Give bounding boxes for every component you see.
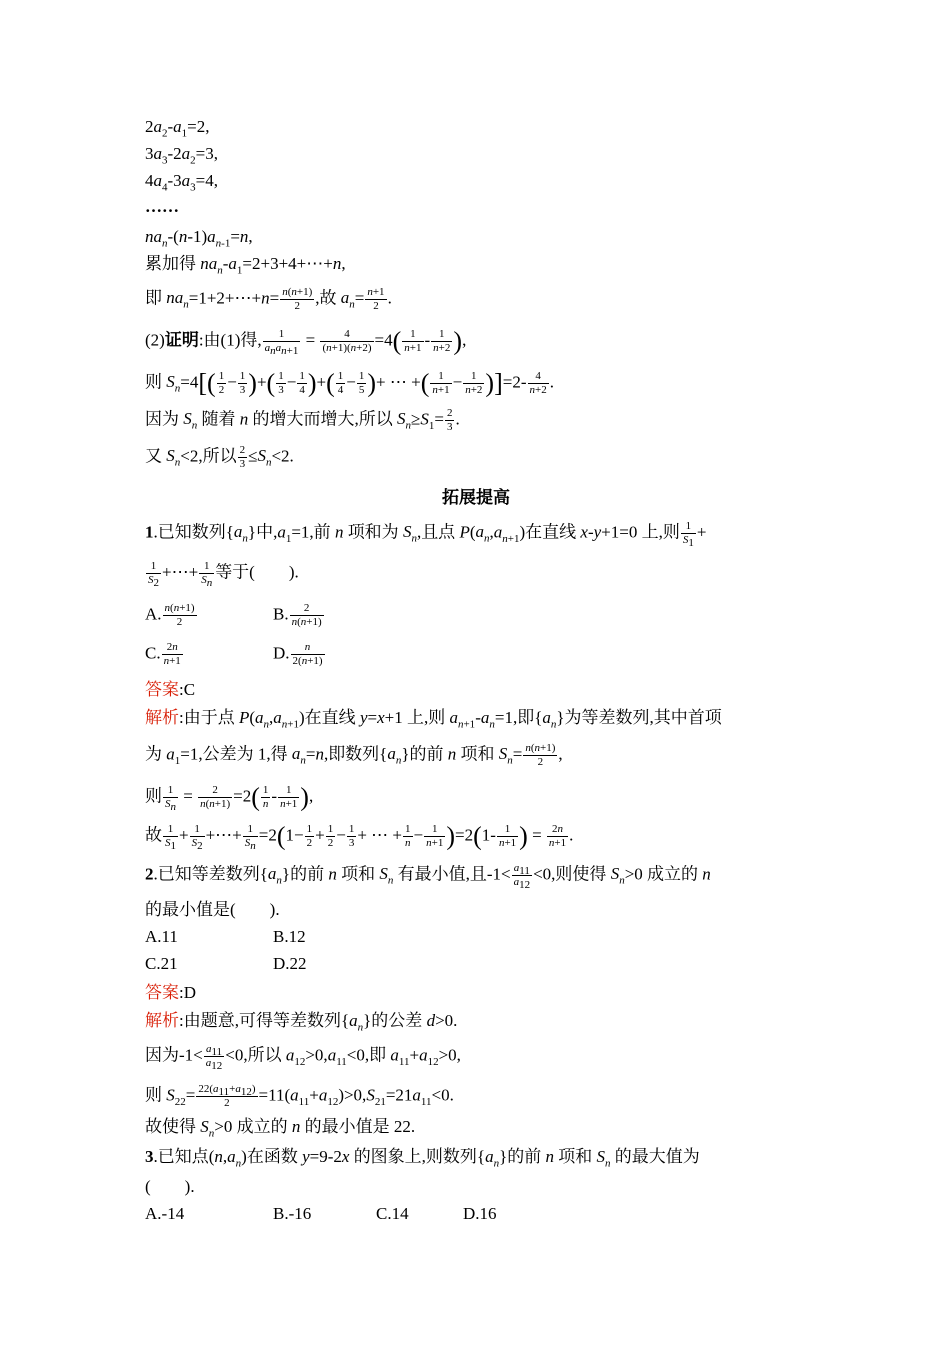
solution-line: $4a_4-3a_3=4$, [145, 171, 219, 194]
analysis-line: 因为-1< $\frac{a_{11}}{a_{12}}$ <0,所以 $a_{12}>0,a_{11}<0$,即 $a_{11}+a_{12}>0$, [145, 1043, 461, 1073]
section-title: 拓展提高 [442, 488, 510, 508]
solution-line: 累加得 $na_n-a_1=2+3+4+\cdots+n$, [145, 254, 346, 277]
option-b: B.12 [273, 927, 306, 946]
question-2-stem: 的最小值是( ). [145, 900, 280, 919]
option-d: D.22 [273, 954, 307, 973]
analysis-line: 故 $\frac{1}{S_1}$ + $\frac{1}{S_2}$ +⋯+ $\frac{1}{S_n}$ =2(1− $\frac{1}{2}$ + $\frac{1}{2}$ − $\frac{1}{3}$ + ⋯ + $\frac{1}{n}$ − $\frac{1}{n+1}$ )=2(1- $\frac{1}{n+1}$ ) = $\frac{2n}{n+1}$ . [145, 821, 574, 853]
solution-line: $na_n-(n-1)a_{n-1}=n$, [145, 227, 253, 250]
proof-line: 又 $S_n<2$,所以 $\frac{2}{3}$ $\le S_n<2$. [145, 444, 294, 470]
analysis-line: 解析:由题意,可得等差数列$\{a_n\}$的公差 d>0. [145, 1011, 458, 1034]
solution-line: $2a_2-a_1=2$, [145, 117, 210, 140]
question-3-stem: ( ). [145, 1177, 195, 1196]
option-b: B. $\frac{2}{n(n+1)}$ [273, 602, 322, 628]
proof-line: 则 $S_n=4$[( $\frac{1}{2}$ − $\frac{1}{3}$ )+( $\frac{1}{3}$ − $\frac{1}{4}$ )+( $\frac{1}{4}$ − $\frac{1}{5}$ )+ ⋯ +( $\frac{1}{n+1}$ − $\frac{1}{n+2}$ )]=2- $\frac{4}{n+2}$ . [145, 368, 554, 398]
option-a: A.11 [145, 927, 178, 946]
question-3-stem: 3.已知点$(n,a_n)$在函数 y=9-2x 的图象上,则数列$\{a_n\}$的前 n 项和 $S_n$ 的最大值为 [145, 1147, 700, 1170]
answer-line: 答案:C [145, 680, 196, 700]
analysis-line: 则 $S_{22}=$ $\frac{22(a_{11}+a_{12})}{2}$ $=11(a_{11}+a_{12})>0,S_{21}=21a_{11}<0$. [145, 1083, 454, 1109]
proof-line: 因为 $S_n$ 随着 n 的增大而增大,所以 $S_n\ge S_1=$ $\frac{2}{3}$ . [145, 407, 460, 433]
analysis-line: 则 $\frac{1}{S_n}$ = $\frac{2}{n(n+1)}$ =2( $\frac{1}{n}$ - $\frac{1}{n+1}$ ), [145, 782, 314, 814]
option-d: D.16 [463, 1204, 497, 1223]
question-2-stem: 2.已知等差数列$\{a_n\}$的前 n 项和 $S_n$ 有最小值,且-1< $\frac{a_{11}}{a_{12}}$ <0,则使得 $S_n>0$ 成立的 n [145, 862, 711, 892]
question-1-stem: $\frac{1}{S_2}$ +⋯+ $\frac{1}{S_n}$ 等于( ). [148, 560, 299, 590]
answer-line: 答案:D [145, 983, 196, 1003]
option-c: C.14 [376, 1204, 409, 1223]
option-a: A. $\frac{n(n+1)}{2}$ [145, 602, 195, 628]
proof-line: (2)证明:由(1)得, 1 $a_na_{n+1}$ = $\frac{4}{(n+1)(n+2)}$ =4( $\frac{1}{n+1}$ - $\frac{1}{n+2}$ ), [145, 326, 467, 358]
option-a: A.-14 [145, 1204, 185, 1223]
analysis-line: 为 $a_1=1$,公差为 1,得 $a_n=n$,即数列$\{a_n\}$的前 n 项和 $S_n=$ $\frac{n(n+1)}{2}$ , [145, 742, 563, 768]
option-b: B.-16 [273, 1204, 312, 1223]
option-d: D. $\frac{n}{2(n+1)}$ [273, 641, 323, 667]
option-c: C. $\frac{2n}{n+1}$ [145, 641, 181, 667]
analysis-line: 解析:由于点 $P(a_n,a_{n+1})$在直线 y=x+1 上,则 $a_{n+1}-a_n=1$,即$\{a_n\}$为等差数列,其中首项 [145, 708, 722, 731]
ellipsis: …… [145, 197, 179, 216]
question-1-stem: 1.已知数列$\{a_n\}$中$,a_1=1$,前 n 项和为 $S_n$,且点 $P(a_n,a_{n+1})$在直线 x-y+1=0 上,则 $\frac{1}{S_1}$ + [145, 520, 707, 550]
option-c: C.21 [145, 954, 178, 973]
analysis-line: 故使得 $S_n>0$ 成立的 n 的最小值是 22. [145, 1117, 416, 1140]
solution-line: $3a_3-2a_2=3$, [145, 144, 219, 167]
solution-line: 即 $na_n=1+2+\cdots+n=$ $\frac{n(n+1)}{2}$ ,故 $a_n=$ $\frac{n+1}{2}$ . [145, 286, 392, 312]
